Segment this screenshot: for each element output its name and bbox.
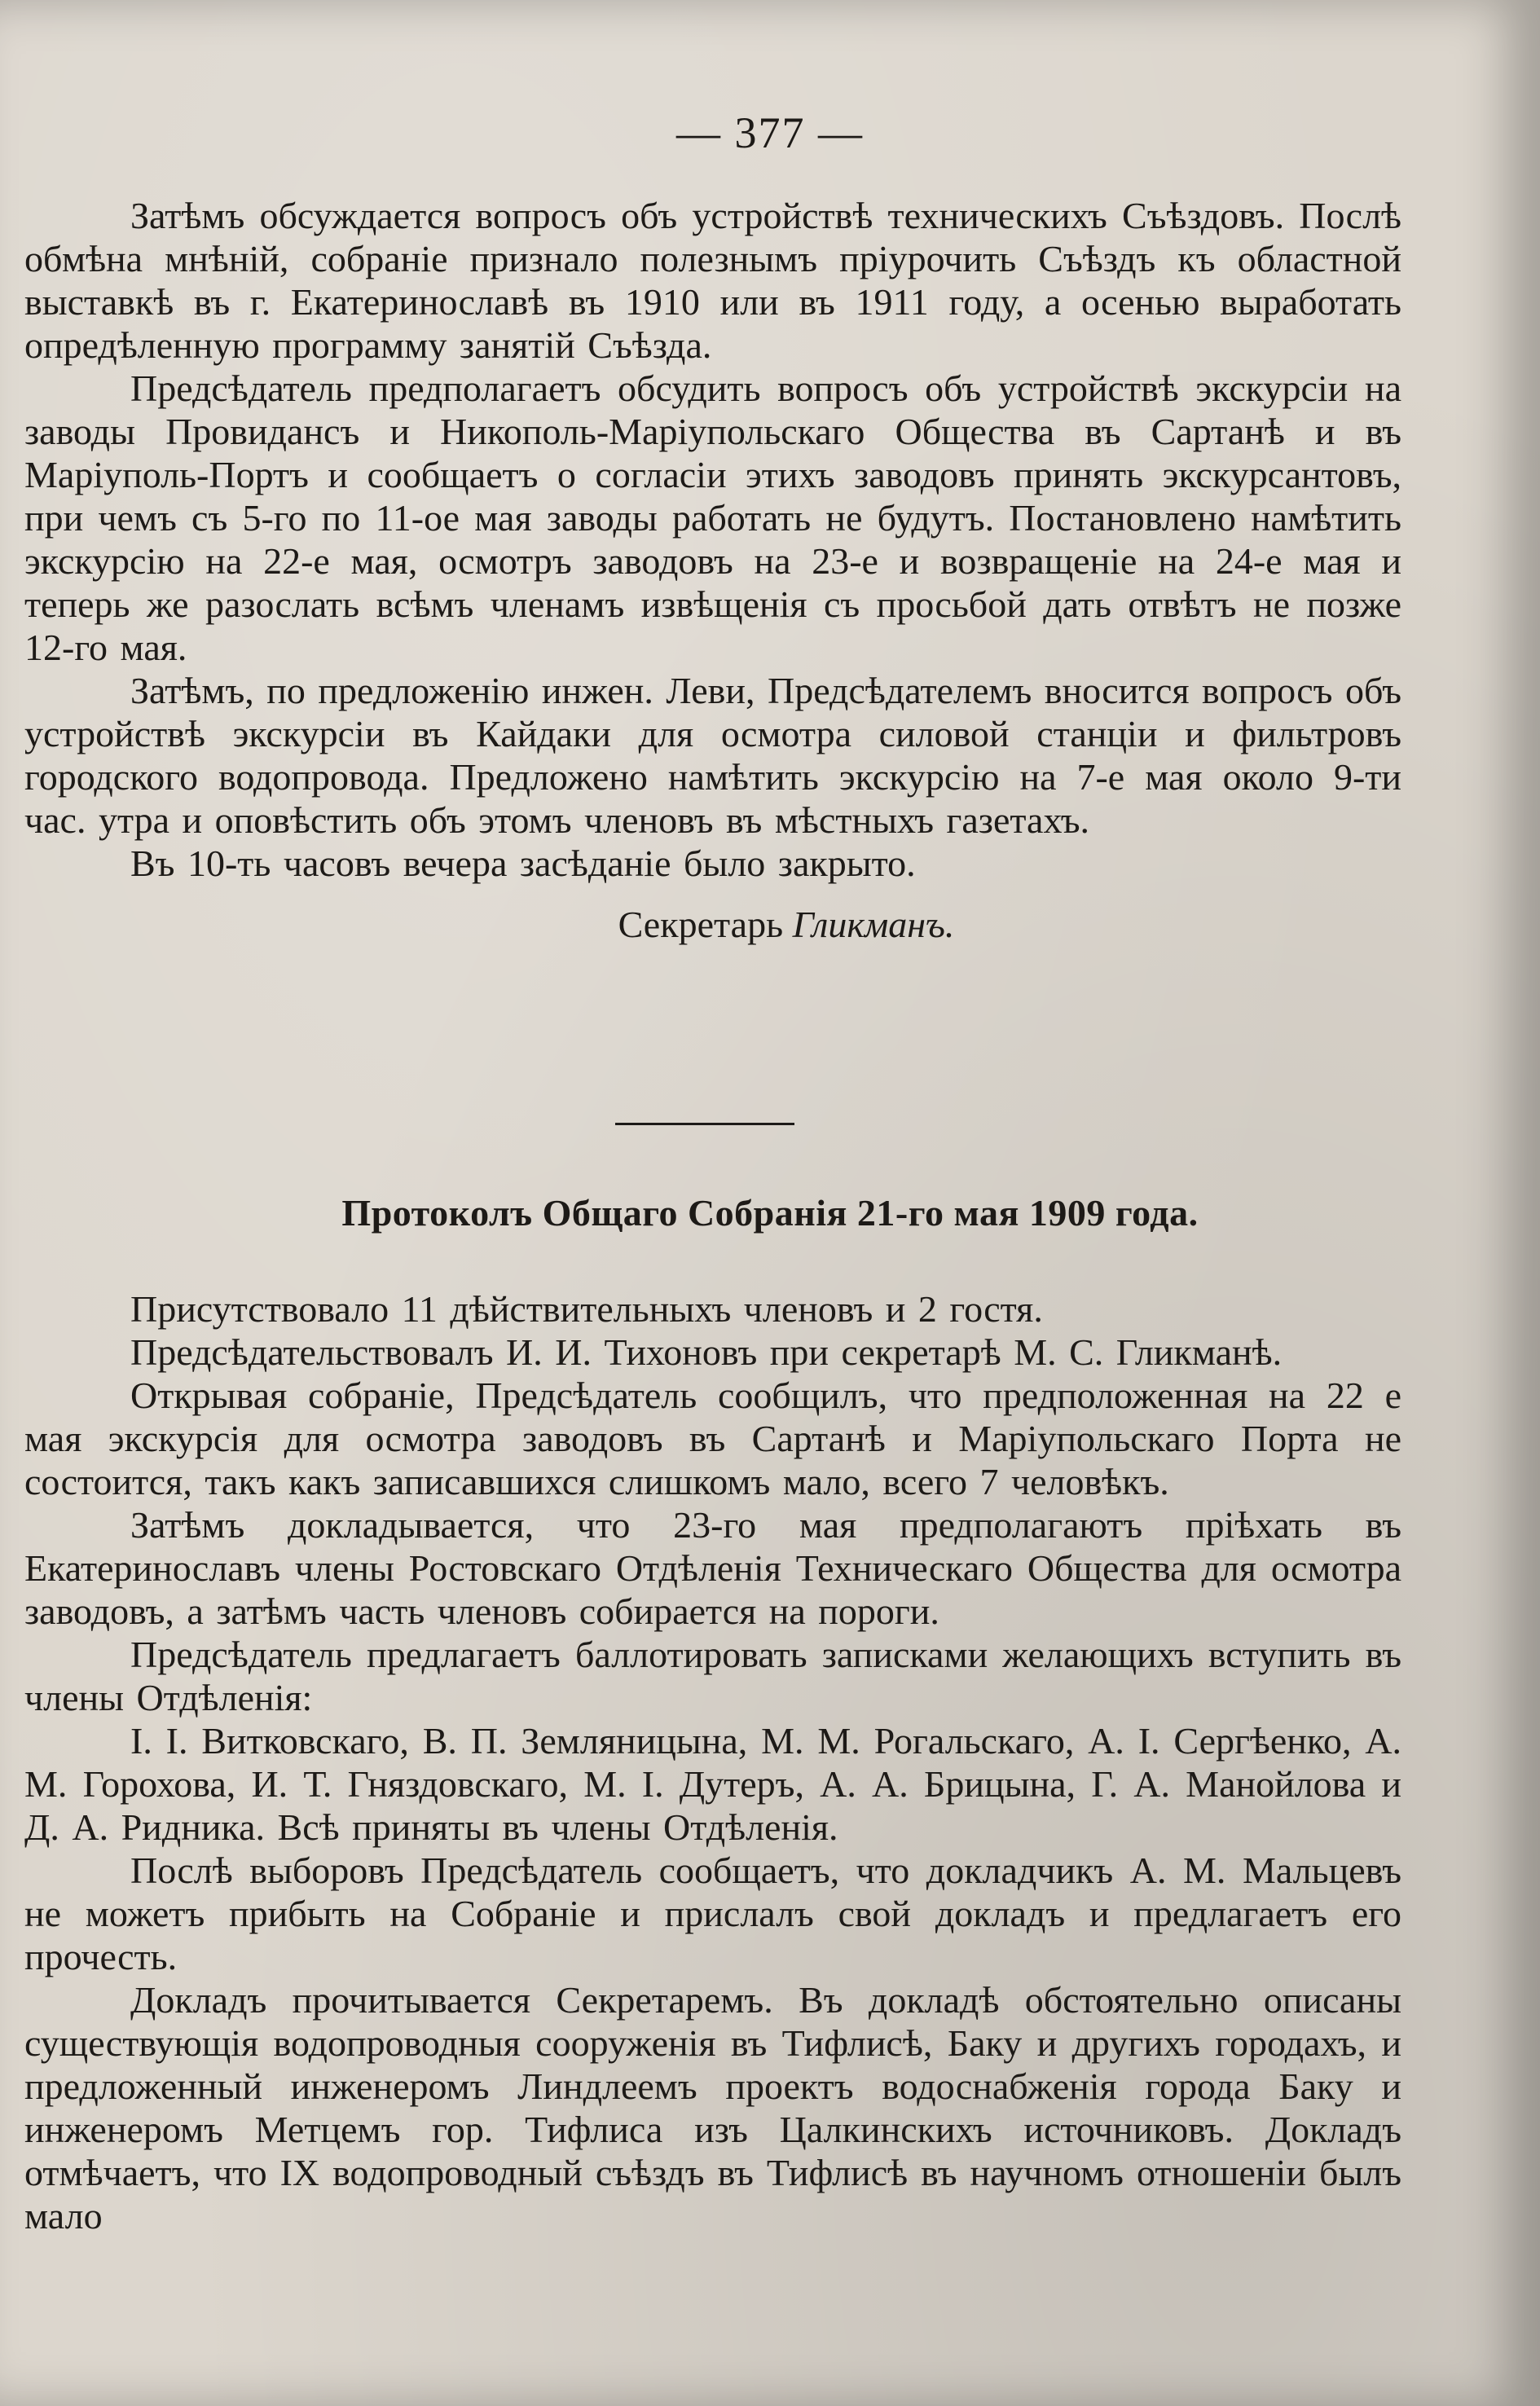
paragraph-ballot: Предсѣдатель предлагаетъ баллотировать записками желающихъ вступить въ члены Отдѣленія: <box>24 1634 1401 1718</box>
signature-role: Секретарь <box>618 904 784 945</box>
paragraph-new-members: І. І. Витковскаго, В. П. Земляницына, М. М. Рогальскаго, А. І. Сергѣенко, А. М. Горохова, И. Т. Гняздовскаго, М. І. Дутеръ, А. А. Брицына, Г. А. Манойлова и Д. А. Ридника. Всѣ приняты въ члены Отдѣленія. <box>24 1720 1401 1848</box>
paragraph-attendance: Присутствовало 11 дѣйствительныхъ членовъ и 2 гостя. <box>130 1288 1043 1330</box>
paragraph-excursion-sartana: Предсѣдатель предполагаетъ обсудить вопросъ объ устройствѣ экскурсіи на заводы Провидансъ и Никополь-Маріупольскаго Общества въ Сартанѣ и въ Маріуполь-Портъ и сообщаетъ о согласіи этихъ заводовъ принять экскурсантовъ, при чемъ съ 5-го по 11-ое мая заводы работать не будутъ. Постановлено намѣтить экскурсію на 22-е мая, осмотръ заводовъ на 23-е и возвращеніе на 24-е мая и теперь же разослать всѣмъ членамъ извѣщенія съ просьбой дать отвѣтъ не позже 12-го мая. <box>24 367 1401 668</box>
paragraph-excursion-kaidaki: Затѣмъ, по предложенію инжен. Леви, Предсѣдателемъ вносится вопросъ объ устройствѣ экскурсіи въ Кайдаки для осмотра силовой станціи и фильтровъ городского водопровода. Предложено намѣтить экскурсію на 7-е мая около 9-ти час. утра и оповѣстить объ этомъ членовъ въ мѣстныхъ газетахъ. <box>24 670 1401 841</box>
page-number: — 377 — <box>676 108 864 157</box>
upper-text-block <box>24 194 1401 946</box>
protocol-heading: Протоколъ Общаго Собранія 21-го мая 1909 года. <box>341 1192 1199 1234</box>
paragraph-meeting-closed: Въ 10-ть часовъ вечера засѣданіе было закрыто. <box>130 842 916 884</box>
paragraph-chairman: Предсѣдательствовалъ И. И. Тихоновъ при секретарѣ М. С. Гликманѣ. <box>130 1331 1283 1373</box>
section-divider <box>615 1123 794 1125</box>
signature-name: Гликманъ. <box>792 904 955 945</box>
paragraph-excursion-cancelled: Открывая собраніе, Предсѣдатель сообщилъ, что предположенная на 22 е мая экскурсія для осмотра заводовъ въ Сартанѣ и Маріупольскаго Порта не состоится, такъ какъ записавшихся слишкомъ мало, всего 7 человѣкъ. <box>24 1375 1401 1502</box>
paragraph-report-read: Докладъ прочитывается Секретаремъ. Въ докладѣ обстоятельно описаны существующія водопроводныя сооруженія въ Тифлисѣ, Баку и другихъ городахъ, и предложенный инженеромъ Линдлеемъ проектъ водоснабженія города Баку и инженеромъ Метцемъ гор. Тифлиса изъ Цалкинскихъ источниковъ. Докладъ отмѣчаетъ, что IX водопроводный съѣздъ въ Тифлисѣ въ научномъ отношеніи былъ мало <box>24 1979 1401 2237</box>
paragraph-rostov-visit: Затѣмъ докладывается, что 23-го мая предполагаютъ пріѣхать въ Екатеринославъ члены Ростовскаго Отдѣленія Техническаго Общества для осмотра заводовъ, а затѣмъ часть членовъ собирается на пороги. <box>24 1504 1401 1632</box>
secretary-signature <box>24 903 1401 946</box>
paragraph-technical-congress: Затѣмъ обсуждается вопросъ объ устройствѣ техническихъ Съѣздовъ. Послѣ обмѣна мнѣній, собраніе признало полезнымъ пріурочить Съѣздъ къ областной выставкѣ въ г. Екатеринославѣ въ 1910 или въ 1911 году, а осенью выработать опредѣленную программу занятій Съѣзда. <box>24 195 1401 366</box>
lower-text-block <box>24 1287 1401 2237</box>
paragraph-speaker-absent: Послѣ выборовъ Предсѣдатель сообщаетъ, что докладчикъ А. М. Мальцевъ не можетъ прибыть на Собраніе и прислалъ свой докладъ и предлагаетъ его прочесть. <box>24 1850 1401 1977</box>
